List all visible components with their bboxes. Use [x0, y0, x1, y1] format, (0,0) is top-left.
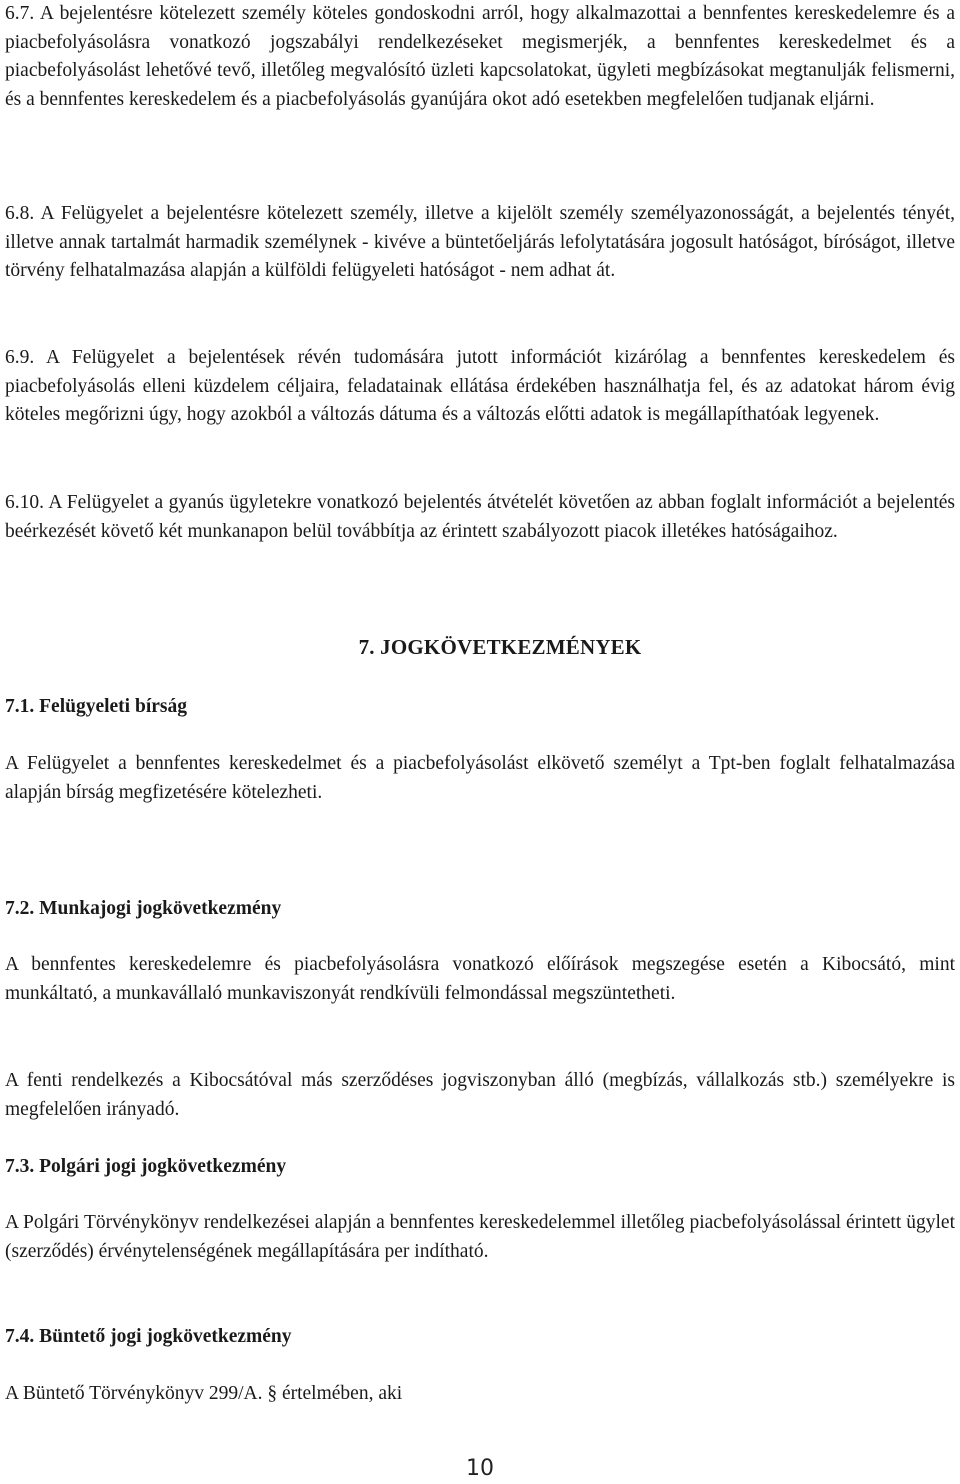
- paragraph-6-9: 6.9. A Felügyelet a bejelentések révén tudomására jutott információt kizárólag a bennfentes kereskedelem és piacbefolyásolás elleni küzdelem céljaira, feladatainak ellátása érdekében használhatja fel, és az adatokat három évig köteles megőrizni úgy, hogy azokból a változás dátuma és a változás előtti adatok is megállapíthatóak legyenek.: [5, 347, 955, 426]
- paragraph-6-8: 6.8. A Felügyelet a bejelentésre kötelezett személy, illetve a kijelölt személy személyazonosságát, a bejelentés tényét, illetve annak tartalmát harmadik személynek - kivéve a büntetőeljárás lefolytatására jogosult hatóságot, bíróságot, illetve törvény felhatalmazása alapján a külföldi felügyeleti hatóságot - nem adhat át.: [5, 203, 955, 282]
- section-7-3-title: 7.3. Polgári jogi jogkövetkezmény: [5, 1156, 287, 1177]
- section-7-4-text: A Büntető Törvénykönyv 299/A. § értelmében, aki: [5, 1383, 403, 1404]
- section-7-2-title: 7.2. Munkajogi jogkövetkezmény: [5, 898, 282, 919]
- section-7-1-text: A Felügyelet a bennfentes kereskedelmet és a piacbefolyásolást elkövető személyt a Tpt-ben foglalt felhatalmazása alapján bírság megfizetésére kötelezheti.: [5, 753, 955, 803]
- chapter-title: 7. JOGKÖVETKEZMÉNYEK: [358, 635, 642, 659]
- section-7-4-title: 7.4. Büntető jogi jogkövetkezmény: [5, 1326, 292, 1347]
- section-7-2-text-1: A bennfentes kereskedelemre és piacbefolyásolásra vonatkozó előírások megszegése esetén a Kibocsátó, mint munkáltató, a munkavállaló munkaviszonyát rendkívüli felmondással megszüntetheti.: [5, 954, 955, 1004]
- page-number: 10: [466, 1456, 494, 1481]
- section-7-3-text: A Polgári Törvénykönyv rendelkezései alapján a bennfentes kereskedelemmel illetőleg piacbefolyásolással érintett ügylet (szerződés) érvénytelenségének megállapítására per indítható.: [5, 1212, 955, 1262]
- paragraph-6-10: 6.10. A Felügyelet a gyanús ügyletekre vonatkozó bejelentés átvételét követően az abban foglalt információt a bejelentés beérkezését követő két munkanapon belül továbbítja az érintett szabályozott piacok illetékes hatóságaihoz.: [5, 492, 955, 542]
- section-7-2-text-2: A fenti rendelkezés a Kibocsátóval más szerződéses jogviszonyban álló (megbízás, vállalkozás stb.) személyekre is megfelelően irányadó.: [5, 1070, 955, 1120]
- section-7-1-title: 7.1. Felügyeleti bírság: [5, 696, 187, 717]
- paragraph-6-7: 6.7. A bejelentésre kötelezett személy köteles gondoskodni arról, hogy alkalmazottai a bennfentes kereskedelemre és a piacbefolyásolásra vonatkozó jogszabályi rendelkezéseket megismerjék, a bennfentes kereskedelmet és a piacbefolyásolást lehetővé tevő, illetőleg megvalósító üzleti kapcsolatokat, ügyleti megbízásokat megtanulják felismerni, és a bennfentes kereskedelem és a piacbefolyásolás gyanújára okot adó esetekben megfelelően tudjanak eljárni.: [5, 3, 955, 110]
